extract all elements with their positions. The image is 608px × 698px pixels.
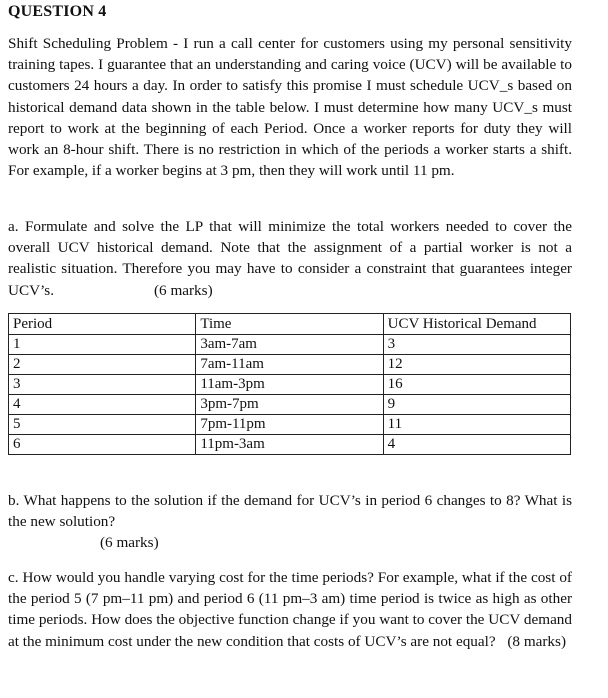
table-row	[9, 375, 571, 395]
table-row	[9, 335, 571, 355]
time-cell: 7pm-11pm	[196, 415, 383, 435]
table-header-row	[9, 314, 571, 335]
demand-cell: 4	[383, 435, 570, 455]
table-row	[9, 435, 571, 455]
time-cell: 3pm-7pm	[196, 395, 383, 415]
period-cell: 6	[9, 435, 196, 455]
time-cell: 11pm-3am	[196, 435, 383, 455]
demand-cell: 11	[383, 415, 570, 435]
demand-cell: 9	[383, 395, 570, 415]
part-b-marks: (6 marks)	[100, 534, 159, 551]
table-row	[9, 395, 571, 415]
part-c-marks: (8 marks)	[507, 632, 566, 650]
header-time: Time	[196, 314, 383, 335]
part-a	[8, 216, 572, 301]
part-a-marks: (6 marks)	[154, 281, 213, 299]
period-cell: 1	[9, 335, 196, 355]
demand-table	[8, 313, 571, 455]
table-row	[9, 355, 571, 375]
demand-cell: 3	[383, 335, 570, 355]
header-period: Period	[9, 314, 196, 335]
part-b-text: b. What happens to the solution if the demand for UCV’s in period 6 changes to 8? What is the new solution?	[8, 492, 572, 531]
part-a-text: a. Formulate and solve the LP that will minimize the total workers needed to cover the overall UCV historical demand. Note that the assignment of a partial worker is not a realistic situation. Therefore you may have to consider a constraint that guarantees integer UCV’s.	[8, 218, 572, 299]
question-title: QUESTION 4	[8, 3, 107, 20]
problem-statement: Shift Scheduling Problem - I run a call center for customers using my personal sensitivity training tapes. I guarantee that an understanding and caring voice (UCV) will be available to customers 24 hours a day. In order to satisfy this promise I must schedule UCV_s based on historical demand data shown in the table below. I must determine how many UCV_s must report to work at the beginning of each Period. Once a worker reports for duty they will work an 8-hour shift. There is no restriction in which of the periods a worker starts a shift. For example, if a worker begins at 3 pm, then they will work until 11 pm.	[8, 35, 572, 180]
period-cell: 4	[9, 395, 196, 415]
time-cell: 7am-11am	[196, 355, 383, 375]
time-cell: 11am-3pm	[196, 375, 383, 395]
time-cell: 3am-7am	[196, 335, 383, 355]
period-cell: 3	[9, 375, 196, 395]
demand-cell: 16	[383, 375, 570, 395]
part-c	[8, 567, 572, 652]
period-cell: 5	[9, 415, 196, 435]
table-row	[9, 415, 571, 435]
demand-cell: 12	[383, 355, 570, 375]
part-c-text: c. How would you handle varying cost for the time periods? For example, what if the cost of the period 5 (7 pm–11 pm) and period 6 (11 pm–3 am) time period is twice as high as other time periods. How does the objective function change if you want to cover the UCV demand at the minimum cost under the new condition that costs of UCV’s are not equal?	[8, 569, 572, 650]
header-demand: UCV Historical Demand	[383, 314, 570, 335]
period-cell: 2	[9, 355, 196, 375]
